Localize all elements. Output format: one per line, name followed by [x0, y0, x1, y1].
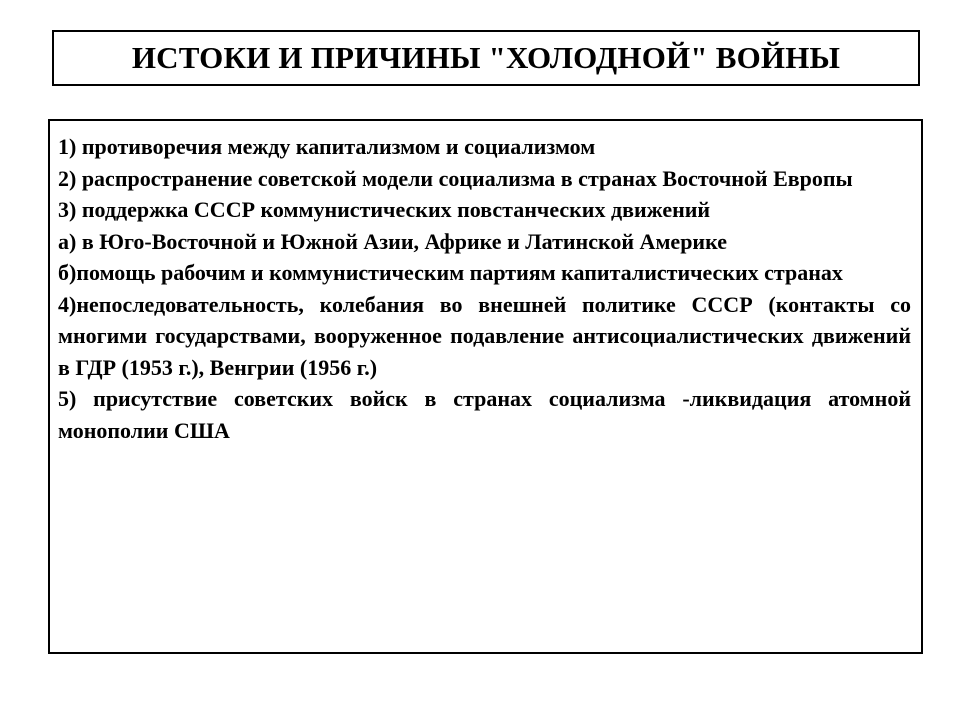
content-box [48, 119, 923, 654]
list-item-2: 2) распространение советской модели социализма в странах Восточной Европы [58, 165, 853, 191]
list-item-1: 1) противоречия между капитализмом и социализмом [58, 134, 596, 159]
title-box [52, 30, 920, 86]
list-item-3a: а) в Юго-Восточной и Южной Азии, Африке и Латинской Америке [58, 228, 727, 254]
list-item-3: 3) поддержка СССР коммунистических повстанческих движений [58, 197, 711, 222]
list-item-3b: б)помощь рабочим и коммунистическим партиям капиталистических странах [58, 260, 843, 285]
page-title: ИСТОКИ И ПРИЧИНЫ "ХОЛОДНОЙ" ВОЙНЫ [131, 40, 841, 75]
list-item-4: 4)непоследовательность, колебания во внешней политике СССР (контакты со многими государствами, вооруженное подавление антисоциалистических движений в ГДР (1953 г.), Венгрии (1956 г.) [58, 291, 911, 380]
list-item-5: 5) присутствие советских войск в странах социализма -ликвидация атомной монополии США [58, 386, 911, 443]
